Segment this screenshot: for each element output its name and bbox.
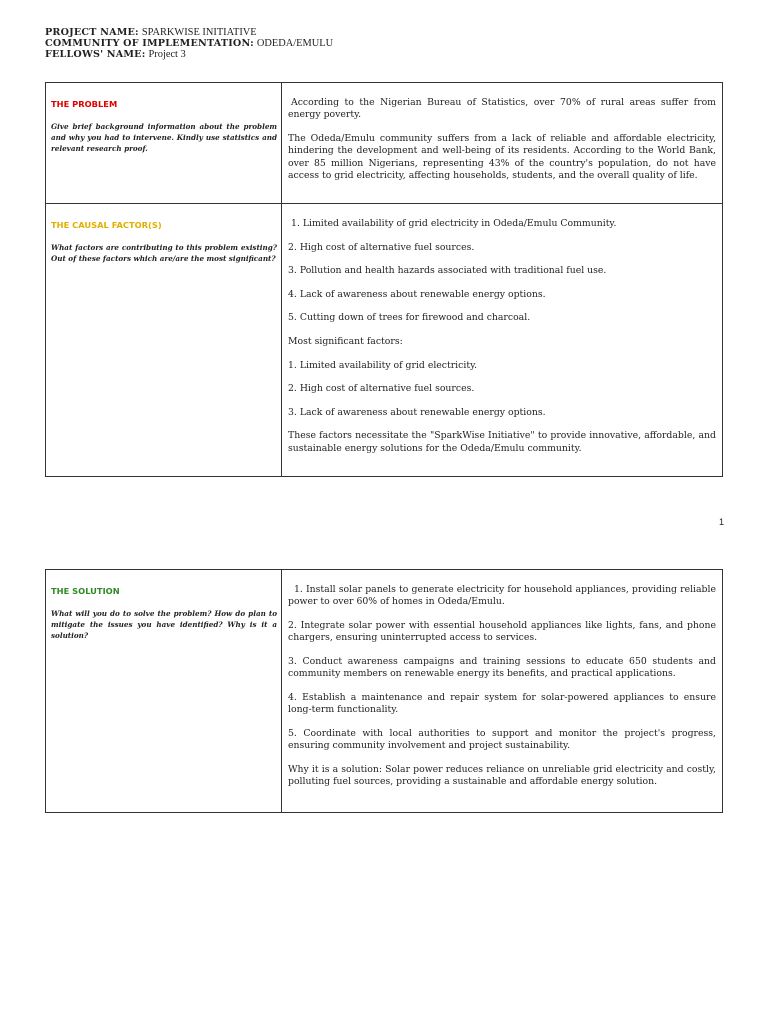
project-name-line bbox=[45, 27, 333, 38]
causal-paragraph: 2. High cost of alternative fuel sources. bbox=[288, 383, 475, 395]
fellows-label: FELLOWS' NAME: bbox=[45, 49, 146, 60]
fellows-value: Project 3 bbox=[148, 49, 186, 60]
causal-paragraph: 1. Limited availability of grid electricity in Odeda/Emulu Community. bbox=[291, 218, 617, 229]
solution-paragraph: 1. Install solar panels to generate electricity for household appliances, providing reliable power to over 60% of homes in Odeda/Emulu. bbox=[288, 584, 716, 608]
causal-paragraph: 3. Pollution and health hazards associated with traditional fuel use. bbox=[288, 265, 607, 277]
solution-row bbox=[46, 570, 723, 813]
causal-label-cell bbox=[46, 204, 282, 477]
causal-row bbox=[46, 204, 723, 477]
community-line bbox=[45, 38, 333, 49]
solution-paragraph: 4. Establish a maintenance and repair system for solar-powered appliances to ensure long-term functionality. bbox=[288, 692, 716, 716]
causal-paragraph: 5. Cutting down of trees for firewood and charcoal. bbox=[288, 312, 531, 324]
solution-title: THE SOLUTION bbox=[51, 586, 120, 596]
solution-prompt: What will you do to solve the problem? How do plan to mitigate the issues you have identified? Why is it a solution? bbox=[51, 609, 277, 640]
solution-paragraph: 5. Coordinate with local authorities to support and monitor the project's progress, ensuring community involvement and project sustainability. bbox=[288, 728, 716, 752]
causal-paragraph: These factors necessitate the "SparkWise Initiative" to provide innovative, affordable, and sustainable energy solutions for the Odeda/Emulu community. bbox=[288, 430, 716, 454]
problem-row bbox=[46, 83, 723, 204]
problem-content-cell bbox=[282, 83, 723, 204]
causal-content-cell bbox=[282, 204, 723, 477]
problem-paragraph: The Odeda/Emulu community suffers from a lack of reliable and affordable electricity, hindering the development and well-being of its residents. According to the World Bank, over 85 million Nigerians, representing 43% of the country's population, do not have access to grid electricity, affecting households, students, and the overall quality of life. bbox=[288, 133, 716, 182]
problem-title: THE PROBLEM bbox=[51, 99, 118, 109]
causal-paragraph: 2. High cost of alternative fuel sources. bbox=[288, 241, 475, 253]
project-name-value: SPARKWISE INITIATIVE bbox=[141, 27, 257, 38]
community-value: ODEDA/EMULU bbox=[256, 38, 334, 49]
community-label: COMMUNITY OF IMPLEMENTATION: bbox=[45, 38, 254, 49]
solution-content-cell bbox=[282, 570, 723, 813]
causal-title: THE CAUSAL FACTOR(S) bbox=[51, 220, 162, 230]
page-number: 1 bbox=[719, 517, 725, 527]
solution-table bbox=[45, 569, 723, 813]
causal-paragraph: 4. Lack of awareness about renewable energy options. bbox=[288, 288, 546, 300]
problem-label-cell bbox=[46, 83, 282, 204]
causal-paragraph: 1. Limited availability of grid electricity. bbox=[288, 359, 478, 371]
solution-label-cell bbox=[46, 570, 282, 813]
project-name-label: PROJECT NAME: bbox=[45, 27, 139, 38]
problem-causal-table bbox=[45, 82, 723, 477]
fellows-line bbox=[45, 49, 333, 60]
solution-paragraph: 2. Integrate solar power with essential household appliances like lights, fans, and phone chargers, ensuring uninterrupted access to services. bbox=[288, 620, 716, 644]
causal-paragraph: 3. Lack of awareness about renewable energy options. bbox=[288, 406, 546, 418]
problem-prompt: Give brief background information about the problem and why you had to intervene. Kindly use statistics and relevant research proof. bbox=[51, 122, 277, 153]
document-header bbox=[45, 27, 333, 60]
problem-paragraph: According to the Nigerian Bureau of Statistics, over 70% of rural areas suffer from energy poverty. bbox=[288, 97, 716, 121]
solution-paragraph: 3. Conduct awareness campaigns and training sessions to educate 650 students and community members on renewable energy its benefits, and practical applications. bbox=[288, 656, 716, 680]
solution-paragraph: Why it is a solution: Solar power reduces reliance on unreliable grid electricity and costly, polluting fuel sources, providing a sustainable and affordable energy solution. bbox=[288, 764, 716, 788]
causal-paragraph: Most significant factors: bbox=[288, 335, 403, 347]
causal-prompt: What factors are contributing to this problem existing? Out of these factors which are/are the most significant? bbox=[51, 243, 277, 263]
